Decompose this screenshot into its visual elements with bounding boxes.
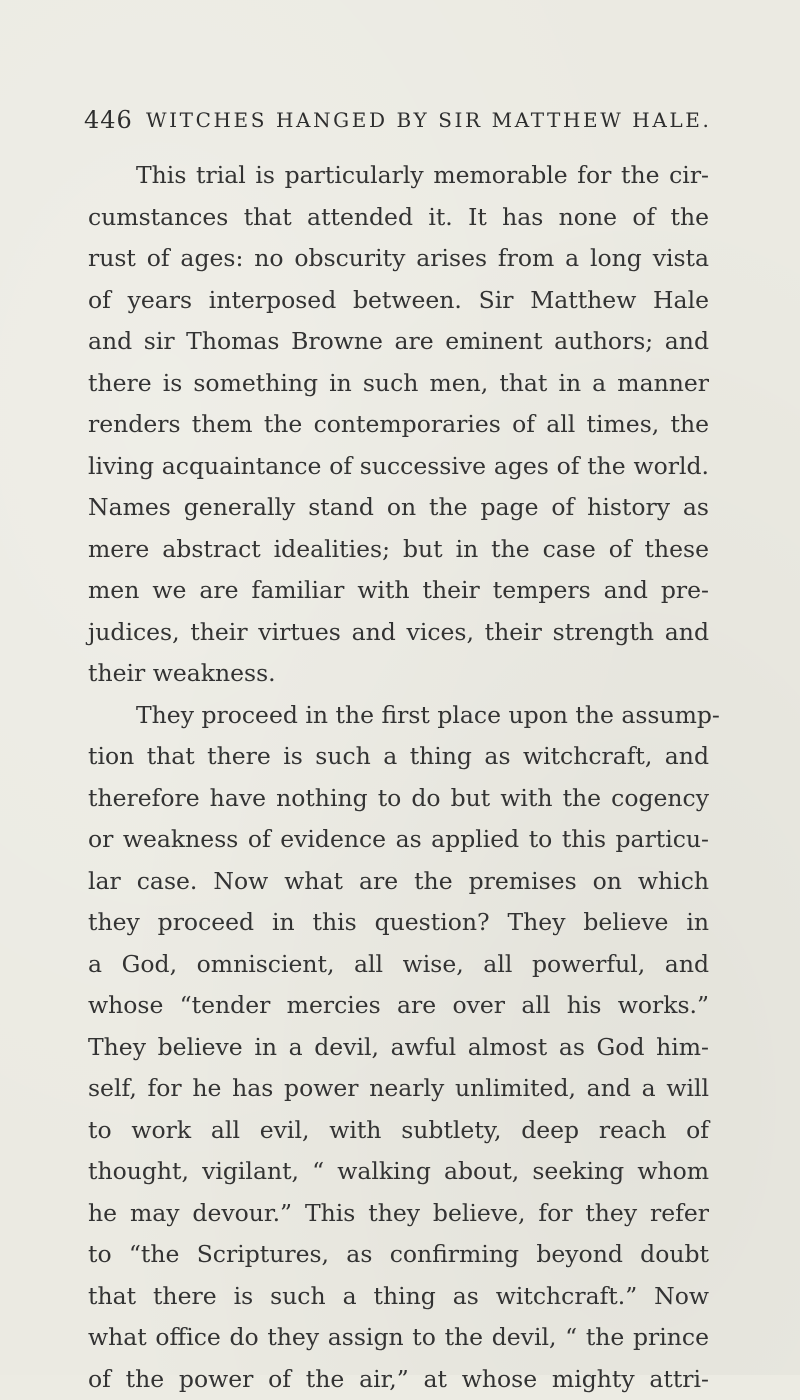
text-line: whose “tender mercies are over all his works.” [88,985,709,1027]
text-line: they proceed in this question? They believe in [88,902,709,944]
text-line: he may devour.” This they believe, for they refer [88,1193,709,1235]
text-line: lar case. Now what are the premises on which [88,861,709,903]
text-line: and sir Thomas Browne are eminent authors; and [88,321,709,363]
text-line: a God, omniscient, all wise, all powerful, and [88,944,709,986]
text-line: This trial is particularly memorable for the cir- [88,155,709,197]
text-line: therefore have nothing to do but with the cogency [88,778,709,820]
text-line: renders them the contemporaries of all times, the [88,404,709,446]
page-number: 446 [84,106,133,134]
page-header [84,106,724,142]
text-line: rust of ages: no obscurity arises from a long vista [88,238,709,280]
text-line: They believe in a devil, awful almost as God him- [88,1027,709,1069]
text-line: or weakness of evidence as applied to this particu- [88,819,709,861]
text-line: to work all evil, with subtlety, deep reach of [88,1110,709,1152]
text-line: of the power of the air,” at whose mighty attri- [88,1359,709,1400]
running-title: WITCHES HANGED BY SIR MATTHEW HALE. [146,108,711,132]
text-line: They proceed in the first place upon the assump- [88,695,709,737]
text-line: what office do they assign to the devil, “ the prince [88,1317,709,1359]
text-line: to “the Scriptures, as confirming beyond doubt [88,1234,709,1276]
text-line: living acquaintance of successive ages of the world. [88,446,709,488]
text-line: there is something in such men, that in a manner [88,363,709,405]
text-line: Names generally stand on the page of history as [88,487,709,529]
text-line: their weakness. [88,653,709,695]
text-line: men we are familiar with their tempers and pre- [88,570,709,612]
text-line: cumstances that attended it. It has none of the [88,197,709,239]
text-line: that there is such a thing as witchcraft.” Now [88,1276,709,1318]
text-line: thought, vigilant, “ walking about, seeking whom [88,1151,709,1193]
text-line: self, for he has power nearly unlimited, and a will [88,1068,709,1110]
body-text [88,155,709,1400]
text-line: judices, their virtues and vices, their strength and [88,612,709,654]
text-line: of years interposed between. Sir Matthew Hale [88,280,709,322]
text-line: mere abstract idealities; but in the case of these [88,529,709,571]
text-line: tion that there is such a thing as witchcraft, and [88,736,709,778]
